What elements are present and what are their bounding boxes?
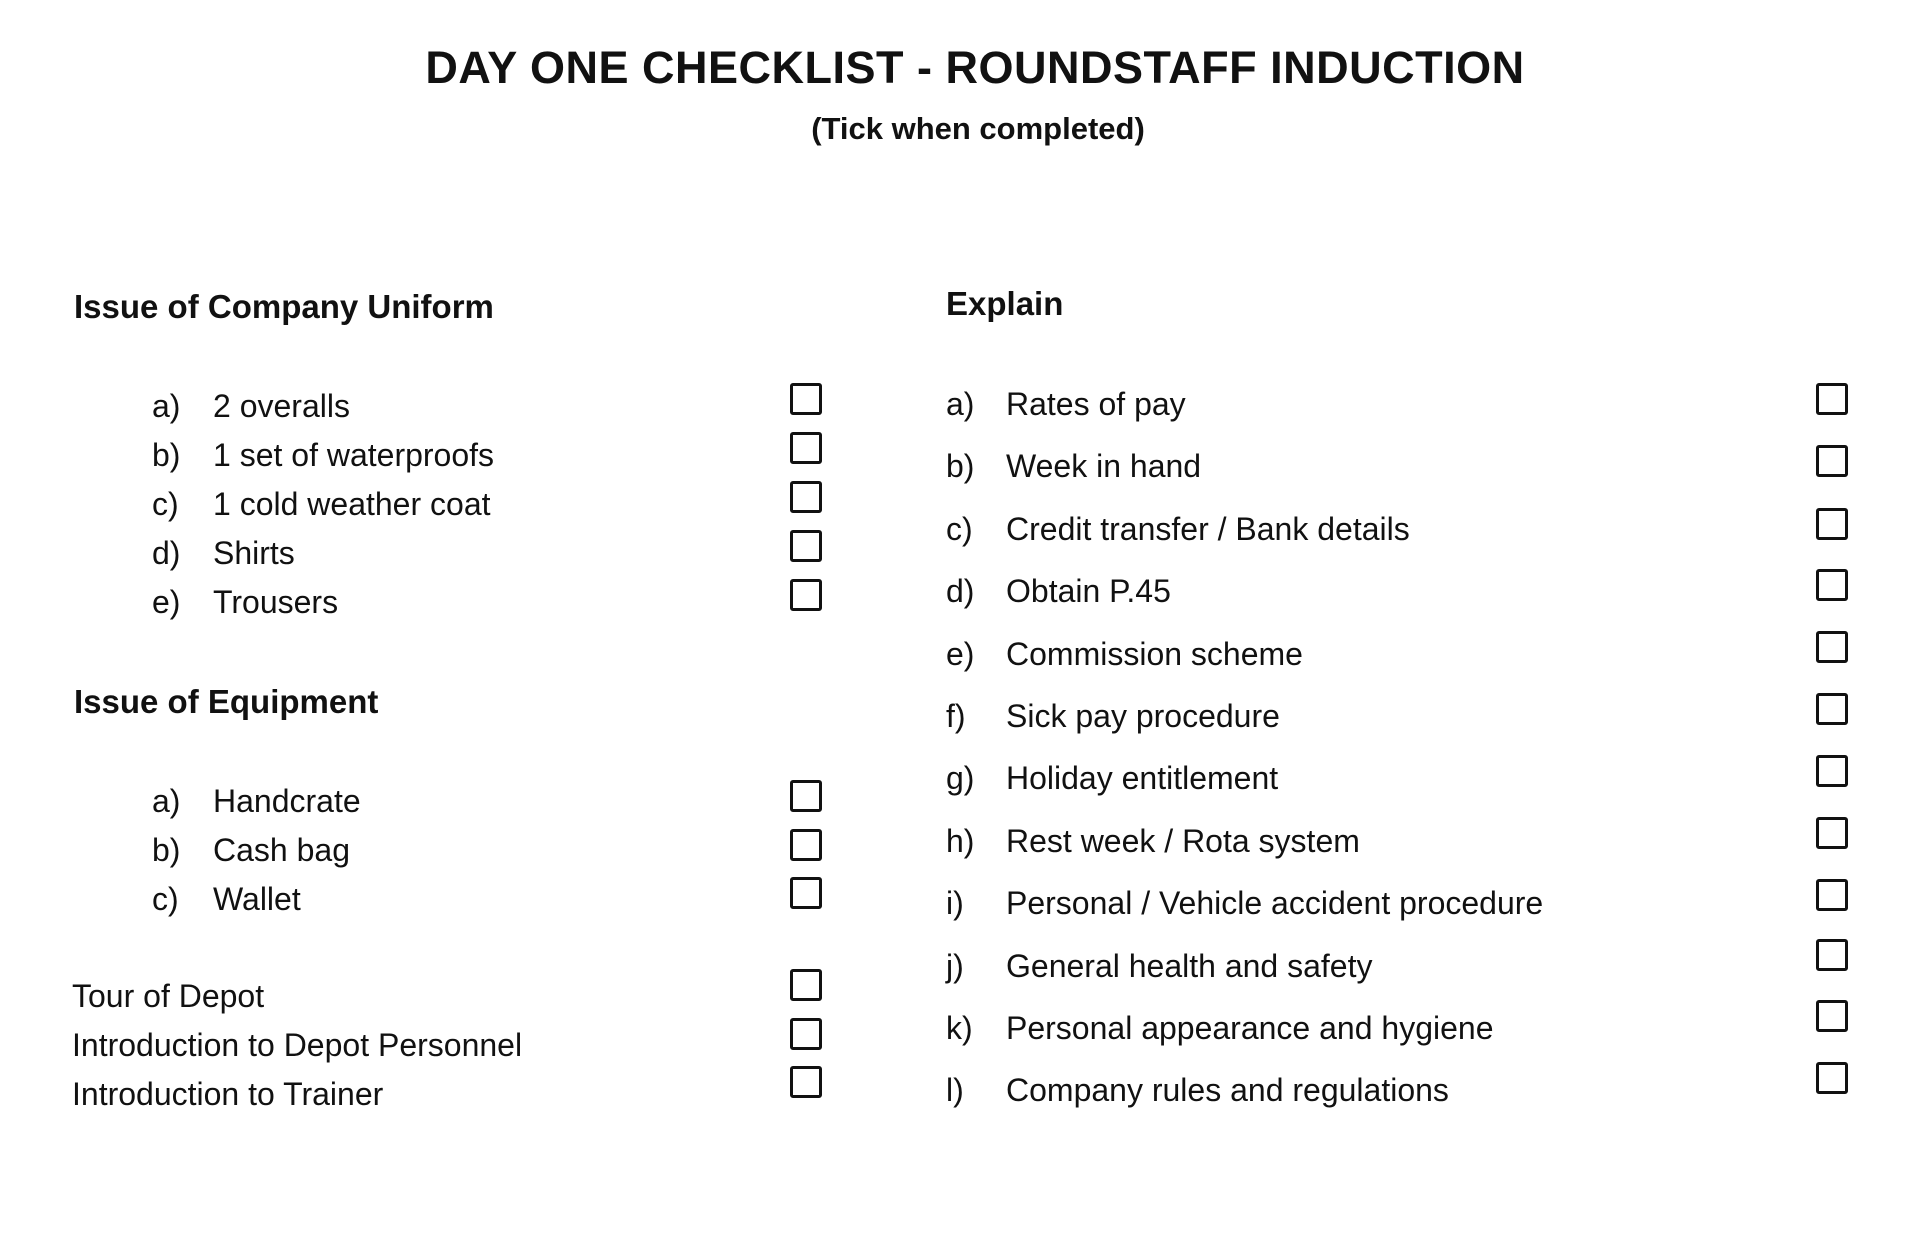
checkbox-uniform-b[interactable] <box>790 432 822 464</box>
checkbox-uniform-d[interactable] <box>790 530 822 562</box>
checklist-item-explain-j <box>946 946 1373 986</box>
item-letter: h) <box>946 823 975 859</box>
item-label: 1 cold weather coat <box>213 486 491 522</box>
item-letter: g) <box>946 760 975 796</box>
item-label: General health and safety <box>1006 948 1373 984</box>
checklist-item-explain-g <box>946 758 1279 798</box>
checklist-item-uniform-a <box>152 386 350 426</box>
checkbox-equipment-a[interactable] <box>790 780 822 812</box>
checklist-item-intro-depot-personnel: Introduction to Depot Personnel <box>72 1027 523 1063</box>
item-letter: e) <box>152 584 181 620</box>
item-label: Rates of pay <box>1006 386 1186 422</box>
item-label: 2 overalls <box>213 388 350 424</box>
checkbox-intro-trainer[interactable] <box>790 1066 822 1098</box>
item-letter: a) <box>946 386 975 422</box>
item-label: Commission scheme <box>1006 636 1303 672</box>
checklist-item-equipment-c <box>152 879 301 919</box>
checkbox-tour-of-depot[interactable] <box>790 969 822 1001</box>
checkbox-explain-k[interactable] <box>1816 1000 1848 1032</box>
page-title: DAY ONE CHECKLIST - ROUNDSTAFF INDUCTION <box>425 42 1525 93</box>
checklist-item-intro-trainer: Introduction to Trainer <box>72 1076 384 1112</box>
item-letter: c) <box>152 881 179 917</box>
item-letter: f) <box>946 698 966 734</box>
item-label: Personal / Vehicle accident procedure <box>1006 885 1544 921</box>
checkbox-explain-f[interactable] <box>1816 693 1848 725</box>
item-label: Trousers <box>213 584 339 620</box>
item-letter: b) <box>152 437 181 473</box>
page-subtitle: (Tick when completed) <box>811 111 1145 146</box>
item-letter: j) <box>946 948 964 984</box>
checklist-item-uniform-d <box>152 533 295 573</box>
checkbox-equipment-b[interactable] <box>790 829 822 861</box>
item-letter: e) <box>946 636 975 672</box>
item-letter: a) <box>152 388 181 424</box>
checkbox-explain-g[interactable] <box>1816 755 1848 787</box>
checkbox-explain-l[interactable] <box>1816 1062 1848 1094</box>
item-letter: d) <box>946 573 975 609</box>
item-letter: c) <box>946 511 973 547</box>
checkbox-explain-h[interactable] <box>1816 817 1848 849</box>
checkbox-explain-c[interactable] <box>1816 508 1848 540</box>
checklist-item-uniform-c <box>152 484 491 524</box>
checkbox-uniform-c[interactable] <box>790 481 822 513</box>
item-letter: a) <box>152 783 181 819</box>
checklist-item-explain-d <box>946 571 1171 611</box>
checkbox-explain-e[interactable] <box>1816 631 1848 663</box>
checkbox-uniform-a[interactable] <box>790 383 822 415</box>
checkbox-equipment-c[interactable] <box>790 877 822 909</box>
checklist-item-explain-f <box>946 696 1280 736</box>
section-heading-explain: Explain <box>946 285 1064 322</box>
item-label: Cash bag <box>213 832 350 868</box>
item-label: Sick pay procedure <box>1006 698 1280 734</box>
checkbox-explain-a[interactable] <box>1816 383 1848 415</box>
checklist-item-explain-k <box>946 1008 1494 1048</box>
checklist-item-equipment-a <box>152 781 361 821</box>
checklist-item-uniform-e <box>152 582 339 622</box>
item-label: Wallet <box>213 881 301 917</box>
item-letter: k) <box>946 1010 973 1046</box>
section-heading-uniform: Issue of Company Uniform <box>74 288 494 325</box>
checklist-item-explain-l <box>946 1070 1449 1110</box>
item-label: Holiday entitlement <box>1006 760 1279 796</box>
item-label: Rest week / Rota system <box>1006 823 1360 859</box>
checkbox-uniform-e[interactable] <box>790 579 822 611</box>
checklist-item-explain-e <box>946 634 1303 674</box>
item-label: 1 set of waterproofs <box>213 437 495 473</box>
checkbox-explain-d[interactable] <box>1816 569 1848 601</box>
item-label: Credit transfer / Bank details <box>1006 511 1410 547</box>
checklist-item-explain-b <box>946 446 1202 486</box>
item-letter: l) <box>946 1072 964 1108</box>
checklist-item-uniform-b <box>152 435 495 475</box>
item-letter: c) <box>152 486 179 522</box>
checklist-item-explain-a <box>946 384 1186 424</box>
checklist-item-explain-h <box>946 821 1360 861</box>
checkbox-explain-i[interactable] <box>1816 879 1848 911</box>
checklist-item-explain-i <box>946 883 1544 923</box>
item-label: Obtain P.45 <box>1006 573 1171 609</box>
item-label: Personal appearance and hygiene <box>1006 1010 1494 1046</box>
item-letter: b) <box>152 832 181 868</box>
checklist-item-equipment-b <box>152 830 350 870</box>
item-letter: d) <box>152 535 181 571</box>
checklist-item-explain-c <box>946 509 1410 549</box>
item-letter: b) <box>946 448 975 484</box>
checkbox-intro-depot-personnel[interactable] <box>790 1018 822 1050</box>
section-heading-equipment: Issue of Equipment <box>74 683 379 720</box>
item-label: Handcrate <box>213 783 361 819</box>
item-label: Week in hand <box>1006 448 1202 484</box>
item-letter: i) <box>946 885 964 921</box>
item-label: Shirts <box>213 535 295 571</box>
checkbox-explain-b[interactable] <box>1816 445 1848 477</box>
checkbox-explain-j[interactable] <box>1816 939 1848 971</box>
item-label: Company rules and regulations <box>1006 1072 1449 1108</box>
checklist-item-tour-of-depot: Tour of Depot <box>72 978 265 1014</box>
